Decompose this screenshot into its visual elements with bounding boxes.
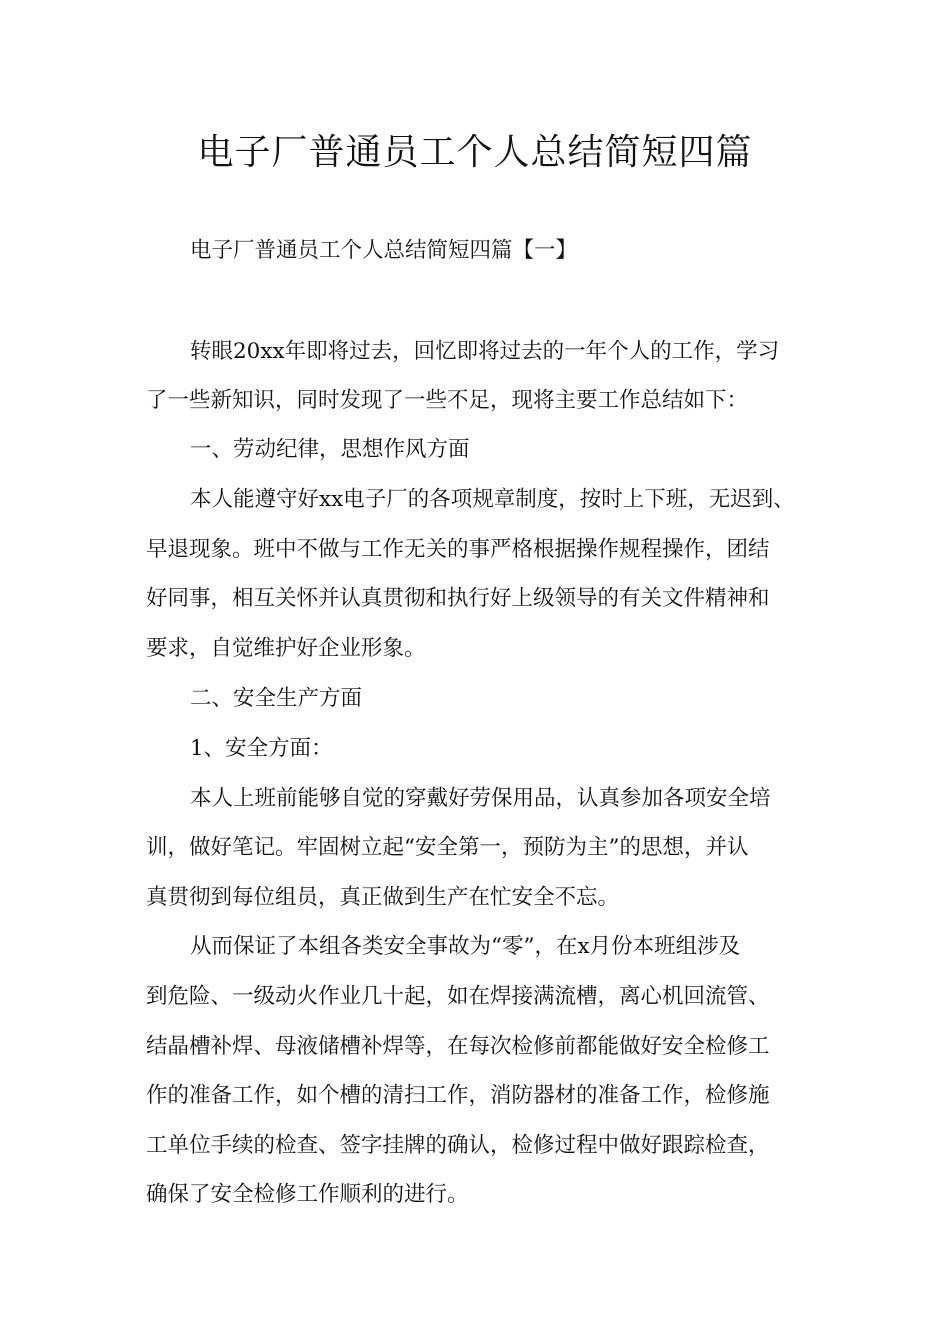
paragraph-line: 确保了安全检修工作顺利的进行。 — [146, 1182, 469, 1207]
paragraph-line: 了一些新知识，同时发现了一些不足，现将主要工作总结如下： — [146, 388, 749, 413]
section-heading: 电子厂普通员工个人总结简短四篇【一】 — [190, 238, 578, 263]
paragraph-line: 要求，自觉维护好企业形象。 — [146, 636, 426, 661]
paragraph-line: 作的准备工作，如个槽的清扫工作，消防器材的准备工作，检修施 — [146, 1083, 770, 1108]
paragraph-line: 好同事，相互关怀并认真贯彻和执行好上级领导的有关文件精神和 — [146, 586, 770, 611]
paragraph-line: 真贯彻到每位组员，真正做到生产在忙安全不忘。 — [146, 885, 620, 910]
subheading: 二、安全生产方面 — [190, 686, 363, 711]
subheading: 一、劳动纪律，思想作风方面 — [190, 437, 470, 462]
paragraph-line: 转眼20xx年即将过去，回忆即将过去的一年个人的工作，学习 — [190, 339, 780, 364]
subheading: 1、安全方面： — [190, 736, 333, 761]
document-title: 电子厂普通员工个人总结简短四篇 — [197, 132, 753, 173]
paragraph-line: 本人上班前能够自觉的穿戴好劳保用品，认真参加各项安全培 — [190, 786, 771, 811]
paragraph-line: 训，做好笔记。牢固树立起“安全第一，预防为主”的思想，并认 — [146, 835, 749, 860]
paragraph-line: 本人能遵守好xx电子厂的各项规章制度，按时上下班，无迟到、 — [190, 487, 795, 512]
paragraph-line: 到危险、一级动火作业几十起，如在焊接满流槽，离心机回流管、 — [146, 984, 770, 1009]
paragraph-line: 早退现象。班中不做与工作无关的事严格根据操作规程操作，团结 — [146, 537, 770, 562]
paragraph-line: 工单位手续的检查、签字挂牌的确认，检修过程中做好跟踪检查， — [146, 1133, 770, 1158]
paragraph-line: 从而保证了本组各类安全事故为“零”，在x月份本班组涉及 — [190, 934, 741, 959]
paragraph-line: 结晶槽补焊、母液储槽补焊等，在每次检修前都能做好安全检修工 — [146, 1034, 770, 1059]
